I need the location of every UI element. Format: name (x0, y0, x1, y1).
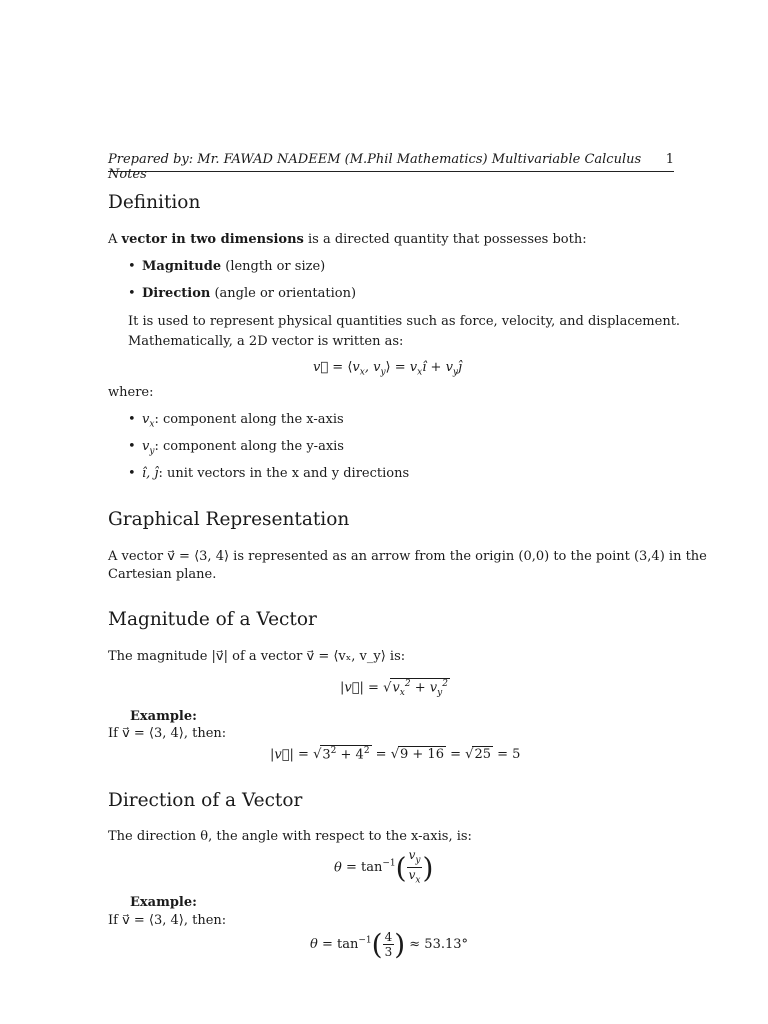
graphical-paragraph: Cartesian plane. (108, 567, 217, 582)
section-heading-definition: Definition (108, 192, 201, 213)
definition-intro: A vector in two dimensions is a directed quantity that possesses both: (108, 232, 587, 247)
section-heading-graphical-representation: Graphical Representation (108, 509, 350, 530)
vector-notation-formula: v⃗ = $⟨v_x$, $v_y⟩$ = $v_xî$ + $v_yĵ$ (313, 360, 463, 378)
magnitude-example-formula: |v⃗| = $√3^2 + 4^2 = √9 + 16 = √25 = 5$ (270, 746, 521, 763)
list-item: • î, ĵ: unit vectors in the x and y directions (128, 466, 410, 481)
direction-example-formula: $\theta = \tan^{-1}$( $\frac{4}{3}$ ) ≈ 53.13° (310, 928, 469, 961)
example-condition: If v⃗ = ⟨3, 4⟩, then: (108, 726, 227, 741)
magnitude-intro: The magnitude |v⃗| of a vector v⃗ = ⟨vₓ, v_y⟩ is: (108, 649, 406, 664)
document-page (108, 0, 707, 1024)
list-item: • Magnitude (length or size) (128, 259, 326, 274)
direction-intro: The direction θ, the angle with respect to the x-axis, is: (108, 829, 472, 844)
graphical-paragraph: A vector v⃗ = ⟨3, 4⟩ is represented as an arrow from the origin (0,0) to the point (3,4) in the (108, 549, 707, 564)
list-item: • $v_x$: component along the x-axis (128, 412, 344, 430)
section-heading-direction: Direction of a Vector (108, 790, 303, 811)
running-title: Prepared by: Mr. FAWAD NADEEM (M.Phil Mathematics) Multivariable Calculus Notes (108, 152, 642, 182)
list-item: • $v_y$: component along the y-axis (128, 439, 344, 457)
example-condition: If v⃗ = ⟨3, 4⟩, then: (108, 913, 227, 928)
example-label: Example: (130, 709, 197, 724)
definition-paragraph: It is used to represent physical quantities such as force, velocity, and displacement. (128, 314, 681, 329)
magnitude-formula: |v⃗| = $√v_x^2 + v_y^2$ (340, 679, 448, 698)
example-label: Example: (130, 895, 197, 910)
page-number: 1 (665, 152, 674, 167)
section-heading-magnitude: Magnitude of a Vector (108, 609, 317, 630)
definition-paragraph: Mathematically, a 2D vector is written as: (128, 334, 404, 349)
direction-formula: $\theta = \tan^{-1}$( $\frac{v_y}{v_x}$ ) (334, 848, 434, 886)
where-label: where: (108, 385, 154, 400)
list-item: • Direction (angle or orientation) (128, 286, 357, 301)
running-header (108, 152, 674, 182)
